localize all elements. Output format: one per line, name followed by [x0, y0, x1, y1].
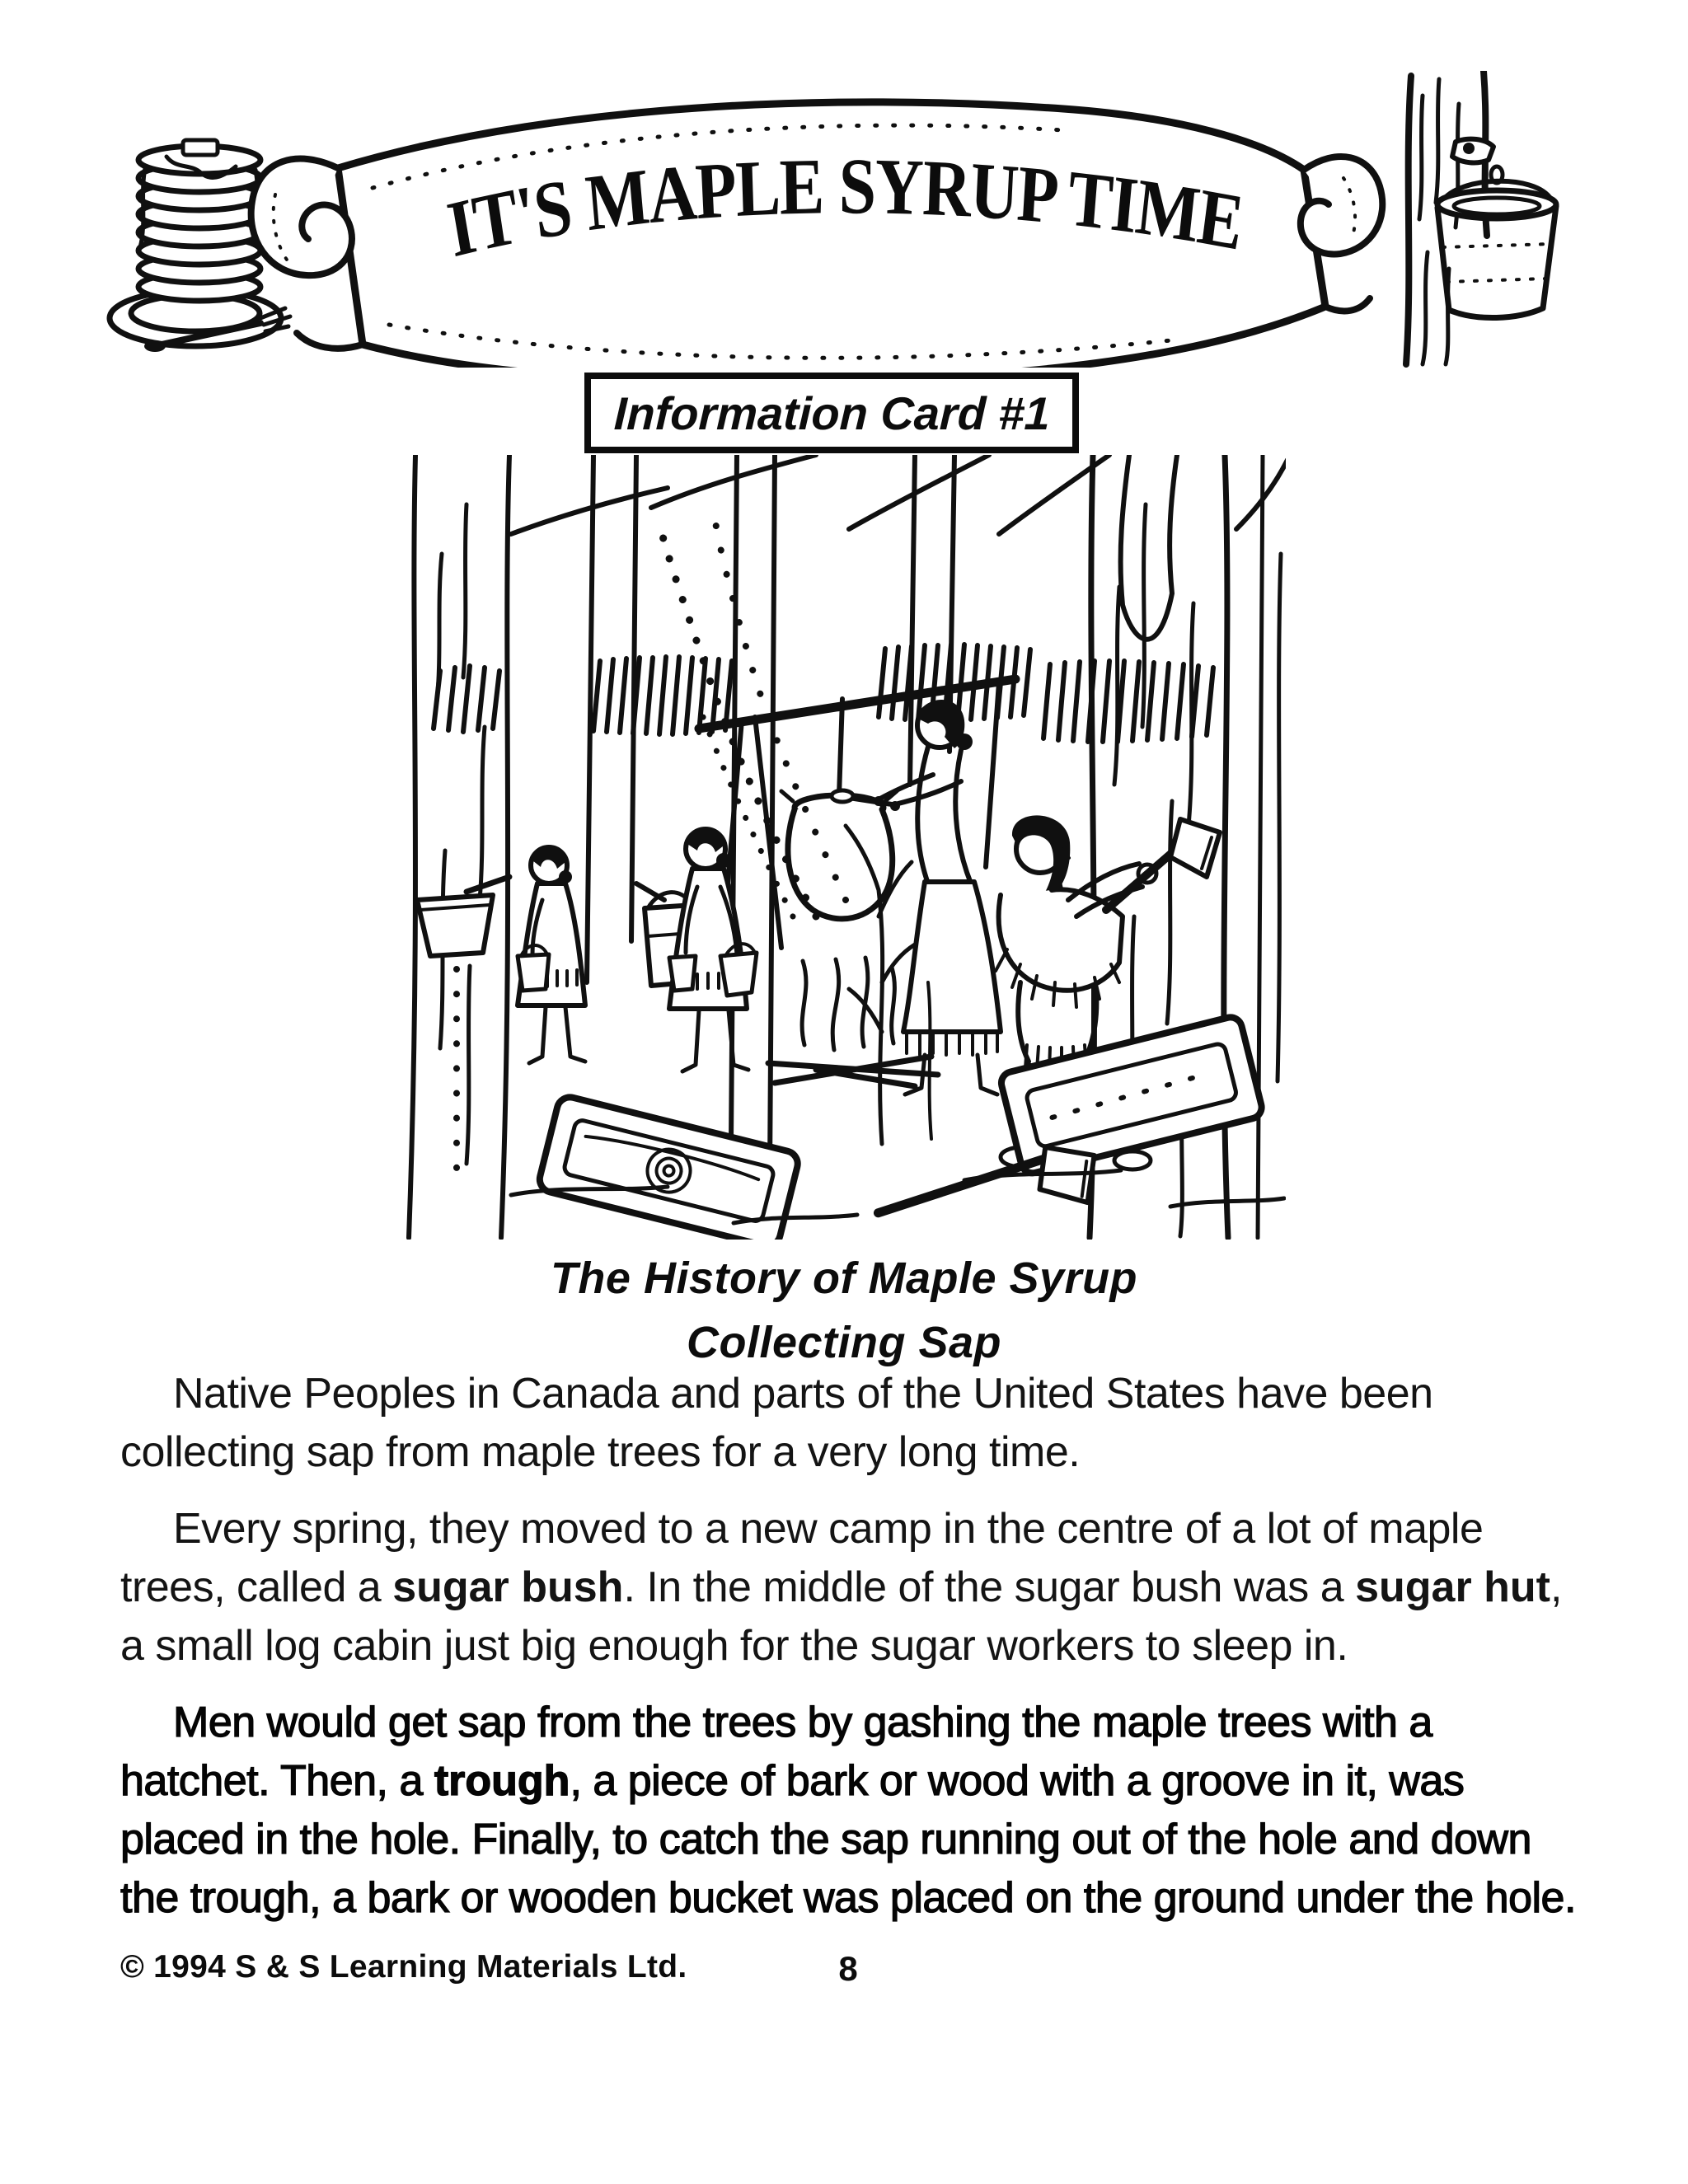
information-card-box [584, 373, 1079, 453]
page-number: 8 [838, 1949, 858, 1988]
banner-title: IT'S MAPLE SYRUP TIME [441, 142, 1248, 274]
sugar-bush-illustration [387, 455, 1286, 1240]
paragraph [120, 1694, 1576, 1928]
information-card-label: Information Card #1 [612, 387, 1051, 439]
copyright-notice: © 1994 S & S Learning Materials Ltd. [120, 1949, 687, 1985]
paragraph-text: Men would get sap from the trees by gashing the maple trees with a hatchet. Then, a [120, 1699, 1432, 1805]
paragraph-text: Native Peoples in Canada and parts of the United States have been collecting sap from maple trees for a very long time. [120, 1370, 1433, 1476]
paragraph-text: , a small log cabin just big enough for the sugar workers to sleep in. [120, 1563, 1562, 1670]
axe-icon [873, 1142, 1099, 1225]
hatchet-icon [1106, 819, 1220, 910]
sap-bucket-icon [1437, 181, 1556, 318]
paragraph-text: Every spring, they moved to a new camp in the centre of a lot of maple trees, called a [120, 1505, 1484, 1611]
paragraph [120, 1365, 1576, 1482]
bold-term: sugar hut [1355, 1563, 1550, 1611]
paragraph [120, 1500, 1576, 1675]
scroll-banner [251, 102, 1383, 368]
page-footer [120, 1949, 1576, 1999]
section-subheading: Collecting Sap [686, 1318, 1002, 1367]
paragraph-text: , a piece of bark or wood with a groove in it, was placed in the hole. Finally, to catch the sap running out of the hole and down the trough, a bark or wooden bucket was placed on the ground under the hole. [120, 1757, 1576, 1922]
section-heading: The History of Maple Syrup [550, 1254, 1138, 1303]
banner [91, 71, 1599, 368]
figure-walking-woman-2 [669, 829, 757, 1071]
figure-walking-woman-1 [518, 847, 585, 1063]
body-paragraphs [120, 1365, 1576, 1928]
body-text-column [120, 1365, 1576, 1999]
bold-term: sugar bush [392, 1563, 624, 1611]
bold-term: trough [434, 1757, 570, 1805]
tree-tap-bucket-icon [1406, 71, 1556, 364]
paragraph-text: . In the middle of the sugar bush was a [623, 1563, 1356, 1611]
